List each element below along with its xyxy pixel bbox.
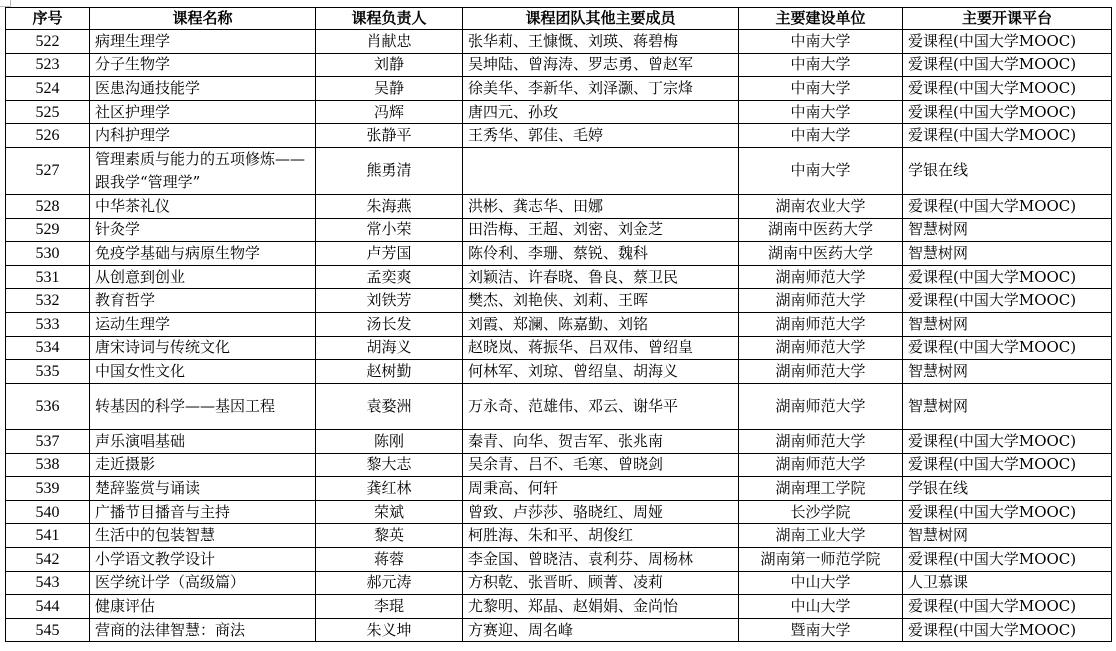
platform: 爱课程(中国大学MOOC) [903, 595, 1112, 619]
course-name: 分子生物学 [90, 53, 316, 77]
row-number: 528 [6, 194, 90, 218]
table-row [6, 147, 1112, 194]
course-name: 中华茶礼仪 [90, 194, 316, 218]
table-row [6, 618, 1112, 642]
row-number: 530 [6, 242, 90, 266]
row-number: 529 [6, 218, 90, 242]
course-lead: 蒋蓉 [316, 547, 463, 571]
course-lead: 黎英 [316, 524, 463, 548]
row-number: 526 [6, 124, 90, 148]
building-unit: 湖南师范大学 [739, 453, 903, 477]
course-name: 医学统计学（高级篇） [90, 571, 316, 595]
course-name: 运动生理学 [90, 312, 316, 336]
building-unit: 湖南师范大学 [739, 289, 903, 313]
building-unit: 暨南大学 [739, 618, 903, 642]
platform: 爱课程(中国大学MOOC) [903, 77, 1112, 101]
course-name: 健康评估 [90, 595, 316, 619]
course-name: 小学语文教学设计 [90, 547, 316, 571]
team-members: 何林军、刘琼、曾绍皇、胡海义 [463, 360, 739, 384]
team-members: 刘霞、郑澜、陈嘉勤、刘铭 [463, 312, 739, 336]
platform: 智慧树网 [903, 383, 1112, 429]
building-unit: 湖南农业大学 [739, 194, 903, 218]
sheet-corner [0, 0, 11, 7]
platform: 爱课程(中国大学MOOC) [903, 265, 1112, 289]
platform: 人卫慕课 [903, 571, 1112, 595]
course-name: 转基因的科学——基因工程 [90, 383, 316, 429]
team-members: 秦青、向华、贺吉军、张兆南 [463, 430, 739, 454]
row-number: 523 [6, 53, 90, 77]
team-members: 李金国、曾晓洁、袁利芬、周杨林 [463, 547, 739, 571]
row-number: 524 [6, 77, 90, 101]
course-lead: 刘铁芳 [316, 289, 463, 313]
team-members: 樊杰、刘艳侠、刘莉、王晖 [463, 289, 739, 313]
course-lead: 朱义坤 [316, 618, 463, 642]
course-lead: 陈刚 [316, 430, 463, 454]
course-name: 中国女性文化 [90, 360, 316, 384]
platform: 爱课程(中国大学MOOC) [903, 547, 1112, 571]
course-name: 从创意到创业 [90, 265, 316, 289]
team-members: 方积乾、张晋昕、顾菁、凌莉 [463, 571, 739, 595]
platform: 爱课程(中国大学MOOC) [903, 618, 1112, 642]
team-members: 吴余青、吕不、毛寒、曾晓剑 [463, 453, 739, 477]
team-members: 洪彬、龚志华、田娜 [463, 194, 739, 218]
platform: 爱课程(中国大学MOOC) [903, 430, 1112, 454]
row-number: 537 [6, 430, 90, 454]
course-name: 广播节目播音与主持 [90, 500, 316, 524]
row-number: 544 [6, 595, 90, 619]
course-lead: 熊勇清 [316, 147, 463, 194]
building-unit: 湖南师范大学 [739, 312, 903, 336]
platform: 爱课程(中国大学MOOC) [903, 453, 1112, 477]
table-row [6, 336, 1112, 360]
building-unit: 湖南第一师范学院 [739, 547, 903, 571]
course-name: 教育哲学 [90, 289, 316, 313]
table-row [6, 500, 1112, 524]
team-members: 徐美华、李新华、刘泽灏、丁宗烽 [463, 77, 739, 101]
course-lead: 常小荣 [316, 218, 463, 242]
building-unit: 中山大学 [739, 571, 903, 595]
table-row [6, 595, 1112, 619]
team-members: 唐四元、孙玫 [463, 100, 739, 124]
platform: 爱课程(中国大学MOOC) [903, 194, 1112, 218]
header-no: 序号 [6, 8, 90, 30]
team-members: 方赛迎、周名峰 [463, 618, 739, 642]
course-lead: 赵树勤 [316, 360, 463, 384]
table-row [6, 477, 1112, 501]
building-unit: 中山大学 [739, 595, 903, 619]
team-members: 曾致、卢莎莎、骆晓红、周娅 [463, 500, 739, 524]
course-name: 医患沟通技能学 [90, 77, 316, 101]
table-row [6, 383, 1112, 429]
building-unit: 中南大学 [739, 124, 903, 148]
team-members: 王秀华、郭佳、毛婷 [463, 124, 739, 148]
row-number: 527 [6, 147, 90, 194]
row-number: 543 [6, 571, 90, 595]
header-course-name: 课程名称 [90, 8, 316, 30]
row-number: 541 [6, 524, 90, 548]
course-lead: 郝元涛 [316, 571, 463, 595]
platform: 智慧树网 [903, 218, 1112, 242]
header-members: 课程团队其他主要成员 [463, 8, 739, 30]
building-unit: 中南大学 [739, 147, 903, 194]
course-name: 社区护理学 [90, 100, 316, 124]
building-unit: 中南大学 [739, 77, 903, 101]
course-lead: 汤长发 [316, 312, 463, 336]
row-number: 536 [6, 383, 90, 429]
table-row [6, 218, 1112, 242]
course-name: 唐宋诗词与传统文化 [90, 336, 316, 360]
platform: 爱课程(中国大学MOOC) [903, 124, 1112, 148]
building-unit: 湖南师范大学 [739, 265, 903, 289]
course-name: 营商的法律智慧：商法 [90, 618, 316, 642]
team-members: 万永奇、范雄伟、邓云、谢华平 [463, 383, 739, 429]
table-header [6, 8, 1112, 30]
platform: 爱课程(中国大学MOOC) [903, 289, 1112, 313]
table-row [6, 242, 1112, 266]
course-lead: 冯辉 [316, 100, 463, 124]
table-row [6, 453, 1112, 477]
building-unit: 中南大学 [739, 53, 903, 77]
header-unit: 主要建设单位 [739, 8, 903, 30]
course-lead: 吴静 [316, 77, 463, 101]
table-row [6, 124, 1112, 148]
building-unit: 湖南中医药大学 [739, 218, 903, 242]
header-lead: 课程负责人 [316, 8, 463, 30]
team-members: 柯胜海、朱和平、胡俊红 [463, 524, 739, 548]
course-name: 针灸学 [90, 218, 316, 242]
team-members: 刘颖洁、许春晓、鲁良、蔡卫民 [463, 265, 739, 289]
course-name: 内科护理学 [90, 124, 316, 148]
row-number: 535 [6, 360, 90, 384]
table-row [6, 312, 1112, 336]
course-name: 楚辞鉴赏与诵读 [90, 477, 316, 501]
table-row [6, 571, 1112, 595]
table-row [6, 547, 1112, 571]
building-unit: 湖南师范大学 [739, 430, 903, 454]
building-unit: 湖南师范大学 [739, 336, 903, 360]
course-lead: 荣斌 [316, 500, 463, 524]
building-unit: 长沙学院 [739, 500, 903, 524]
row-number: 545 [6, 618, 90, 642]
building-unit: 湖南师范大学 [739, 360, 903, 384]
platform: 智慧树网 [903, 312, 1112, 336]
course-lead: 黎大志 [316, 453, 463, 477]
table-row [6, 289, 1112, 313]
table-row [6, 100, 1112, 124]
row-number: 531 [6, 265, 90, 289]
table-row [6, 360, 1112, 384]
team-members: 尤黎明、郑晶、赵娟娟、金尚怡 [463, 595, 739, 619]
table-row [6, 265, 1112, 289]
row-number: 540 [6, 500, 90, 524]
platform: 爱课程(中国大学MOOC) [903, 336, 1112, 360]
table-row [6, 430, 1112, 454]
platform: 爱课程(中国大学MOOC) [903, 100, 1112, 124]
table-row [6, 53, 1112, 77]
row-number: 534 [6, 336, 90, 360]
row-number: 538 [6, 453, 90, 477]
platform: 智慧树网 [903, 242, 1112, 266]
table-row [6, 77, 1112, 101]
building-unit: 湖南工业大学 [739, 524, 903, 548]
team-members: 张华莉、王慷慨、刘瑛、蒋碧梅 [463, 30, 739, 54]
course-name: 声乐演唱基础 [90, 430, 316, 454]
course-table [5, 7, 1112, 642]
row-number: 539 [6, 477, 90, 501]
course-lead: 张静平 [316, 124, 463, 148]
course-lead: 朱海燕 [316, 194, 463, 218]
course-name: 免疫学基础与病原生物学 [90, 242, 316, 266]
row-number: 532 [6, 289, 90, 313]
row-number: 533 [6, 312, 90, 336]
course-name: 管理素质与能力的五项修炼——跟我学“管理学” [90, 147, 316, 194]
row-number: 522 [6, 30, 90, 54]
course-lead: 胡海义 [316, 336, 463, 360]
team-members: 吴坤陆、曾海涛、罗志勇、曾赵军 [463, 53, 739, 77]
team-members: 周秉高、何轩 [463, 477, 739, 501]
team-members [463, 147, 739, 194]
table-row [6, 30, 1112, 54]
course-name: 走近摄影 [90, 453, 316, 477]
building-unit: 湖南中医药大学 [739, 242, 903, 266]
building-unit: 湖南师范大学 [739, 383, 903, 429]
team-members: 田浩梅、王超、刘密、刘金芝 [463, 218, 739, 242]
course-lead: 肖献忠 [316, 30, 463, 54]
platform: 爱课程(中国大学MOOC) [903, 30, 1112, 54]
course-lead: 孟奕爽 [316, 265, 463, 289]
header-platform: 主要开课平台 [903, 8, 1112, 30]
course-lead: 龚红林 [316, 477, 463, 501]
row-number: 525 [6, 100, 90, 124]
platform: 智慧树网 [903, 360, 1112, 384]
platform: 爱课程(中国大学MOOC) [903, 53, 1112, 77]
table-row [6, 194, 1112, 218]
course-lead: 卢芳国 [316, 242, 463, 266]
platform: 学银在线 [903, 147, 1112, 194]
team-members: 陈伶利、李珊、蔡锐、魏科 [463, 242, 739, 266]
building-unit: 中南大学 [739, 100, 903, 124]
building-unit: 湖南理工学院 [739, 477, 903, 501]
platform: 学银在线 [903, 477, 1112, 501]
table-row [6, 524, 1112, 548]
course-name: 生活中的包装智慧 [90, 524, 316, 548]
row-number: 542 [6, 547, 90, 571]
course-lead: 刘静 [316, 53, 463, 77]
building-unit: 中南大学 [739, 30, 903, 54]
platform: 智慧树网 [903, 524, 1112, 548]
course-lead: 李琨 [316, 595, 463, 619]
course-lead: 袁婺洲 [316, 383, 463, 429]
course-name: 病理生理学 [90, 30, 316, 54]
platform: 爱课程(中国大学MOOC) [903, 500, 1112, 524]
team-members: 赵晓岚、蒋振华、吕双伟、曾绍皇 [463, 336, 739, 360]
